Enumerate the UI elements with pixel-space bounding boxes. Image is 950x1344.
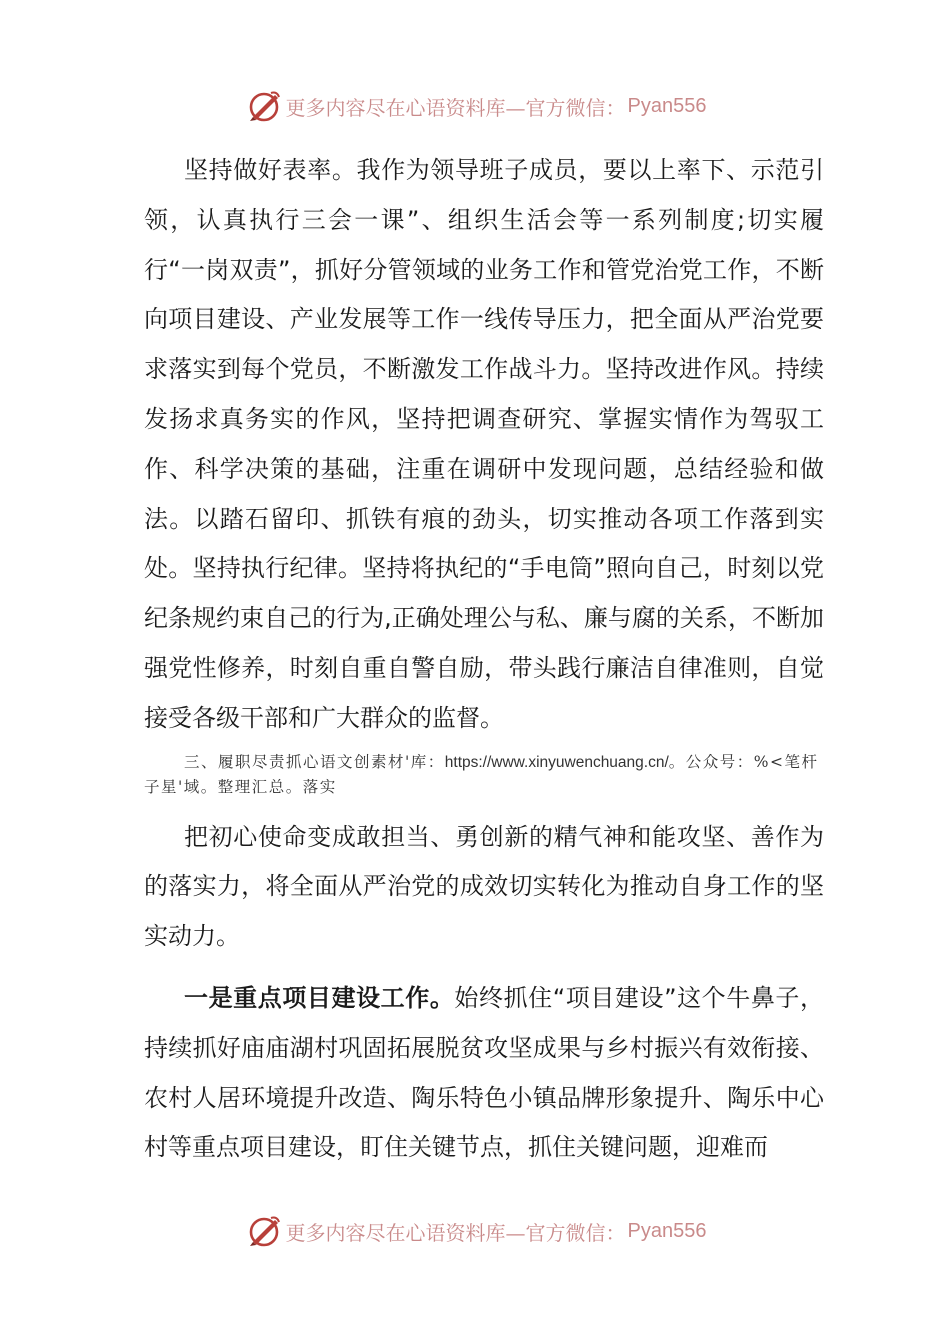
paragraph-1: 坚持做好表率。我作为领导班子成员，要以上率下、示范引领，认真执行三会一课”、组织生活会等一系列制度;切实履行“一岗双责”，抓好分管领域的业务工作和管党治党工作，不断向项目建设、产业发展等工作一线传导压力，把全面从严治党要求落实到每个党员，不断激发工作战斗力。坚持改进作风。持续发扬求真务实的作风，坚持把调查研究、掌握实情作为驾驭工作、科学决策的基础，注重在调研中发现问题，总结经验和做法。以踏石留印、抓铁有痕的劲头，切实推动各项工作落到实处。坚持执行纪律。坚持将执纪的“手电筒”照向自己，时刻以党纪条规约束自己的行为,正确处理公与私、廉与腐的关系，不断加强党性修养，时刻自重自警自励，带头践行廉洁自律准则，自觉接受各级干部和广大群众的监督。 [144,156,824,732]
watermark-id: Pyan556 [627,94,707,117]
paragraph-4-heading: 一是重点项目建设工作。 [184,983,455,1012]
header-watermark [0,86,950,126]
note-text-b: 。公众号：%<笔杆子星'域。整理汇总。落实 [144,752,819,796]
paragraph-4 [144,974,824,1173]
paragraph-4-text: 始终抓住“项目建设”这个牛鼻子，持续抓好庙庙湖村巩固拓展脱贫攻坚成果与乡村振兴有效衔接、农村人居环境提升改造、陶乐特色小镇品牌形象提升、陶乐中心村等重点项目建设，盯住关键节点，抓住关键问题，迎难而 [144,983,824,1162]
section-heading-note [144,750,824,799]
footer-watermark [0,1211,950,1251]
pen-logo-icon [244,86,284,126]
pen-logo-icon [244,1211,284,1251]
note-text-a: 三、履职尽责抓心语文创素材'库： [184,752,445,771]
watermark-id: Pyan556 [627,1219,707,1242]
note-url: https://www.xinyuwenchuang.cn/ [444,753,669,771]
document-body [144,146,824,1173]
watermark-text: 更多内容尽在心语资料库—官方微信： [285,95,626,120]
watermark-text: 更多内容尽在心语资料库—官方微信： [285,1220,626,1245]
paragraph-3: 把初心使命变成敢担当、勇创新的精气神和能攻坚、善作为的落实力，将全面从严治党的成效切实转化为推动自身工作的坚实动力。 [144,822,824,951]
